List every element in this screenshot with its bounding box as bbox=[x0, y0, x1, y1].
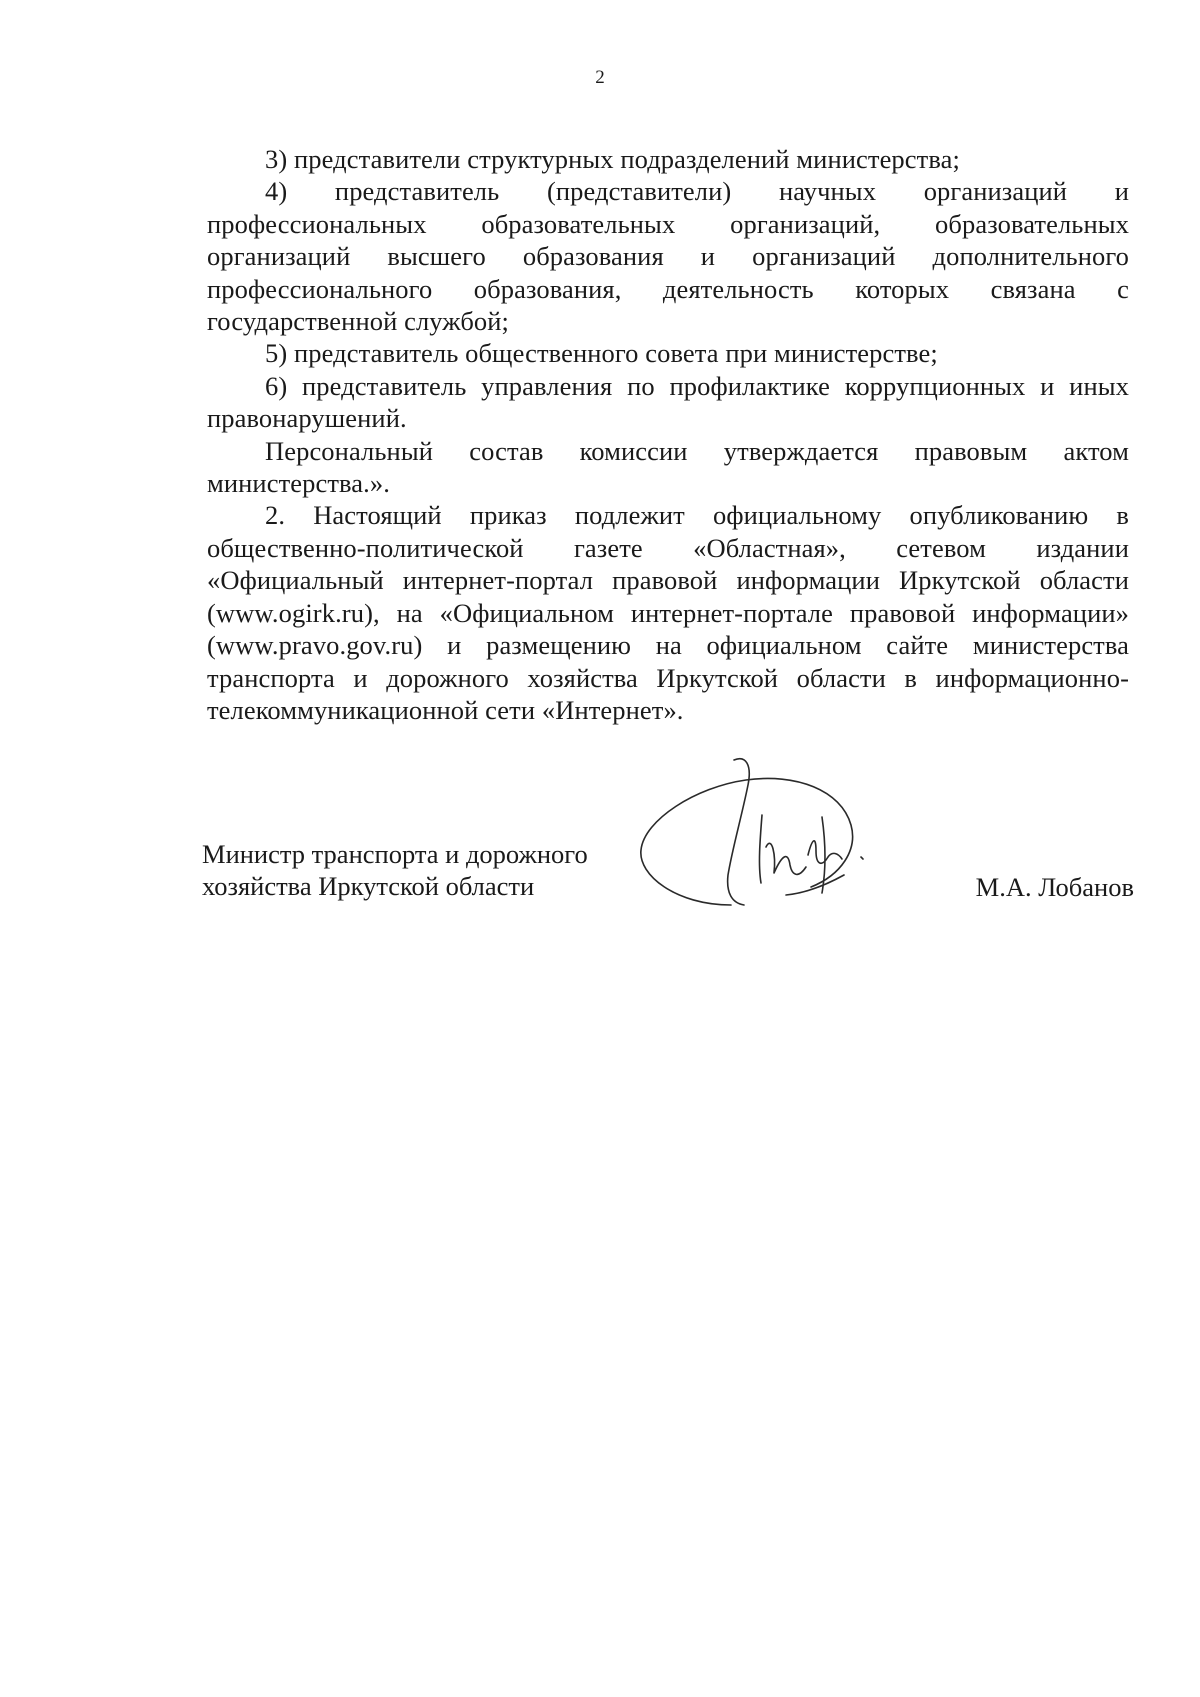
signer-position bbox=[202, 838, 642, 903]
paragraph-item-3: 3) представители структурных подразделений министерства; bbox=[265, 144, 960, 174]
paragraph-item-4: 4) представитель (представители) научных организаций и профессиональных образовательных организаций, образовательных организаций высшего образования и организаций дополнительного профессионального образования, деятельность которых связана с государственной службой; bbox=[207, 176, 1129, 337]
paragraph-item-6: 6) представитель управления по профилактике коррупционных и иных правонарушений. bbox=[207, 370, 1129, 434]
paragraph-composition: Персональный состав комиссии утверждается правовым актом министерства.». bbox=[207, 435, 1129, 499]
signer-name: М.А. Лобанов bbox=[975, 872, 1134, 902]
paragraph-item-5: 5) представитель общественного совета при министерстве; bbox=[265, 338, 938, 369]
signer-position-line-1: Министр транспорта и дорожного bbox=[202, 839, 588, 869]
signer-position-line-2: хозяйства Иркутской области bbox=[202, 871, 535, 902]
page-number: 2 bbox=[595, 67, 605, 88]
signature-block bbox=[202, 838, 1134, 938]
paragraph-publication: 2. Настоящий приказ подлежит официальному опубликованию в общественно-политической газете «Областная», сетевом издании «Официальный интернет-портал правовой информации Иркутской области (www.ogirk.ru), на «Официальном интернет-портале правовой информации» (www.pravo.gov.ru) и размещению на официальном сайте министерства транспорта и дорожного хозяйства Иркутской области в информационно-телекоммуникационной сети «Интернет». bbox=[207, 500, 1129, 725]
document-body bbox=[207, 143, 1129, 726]
